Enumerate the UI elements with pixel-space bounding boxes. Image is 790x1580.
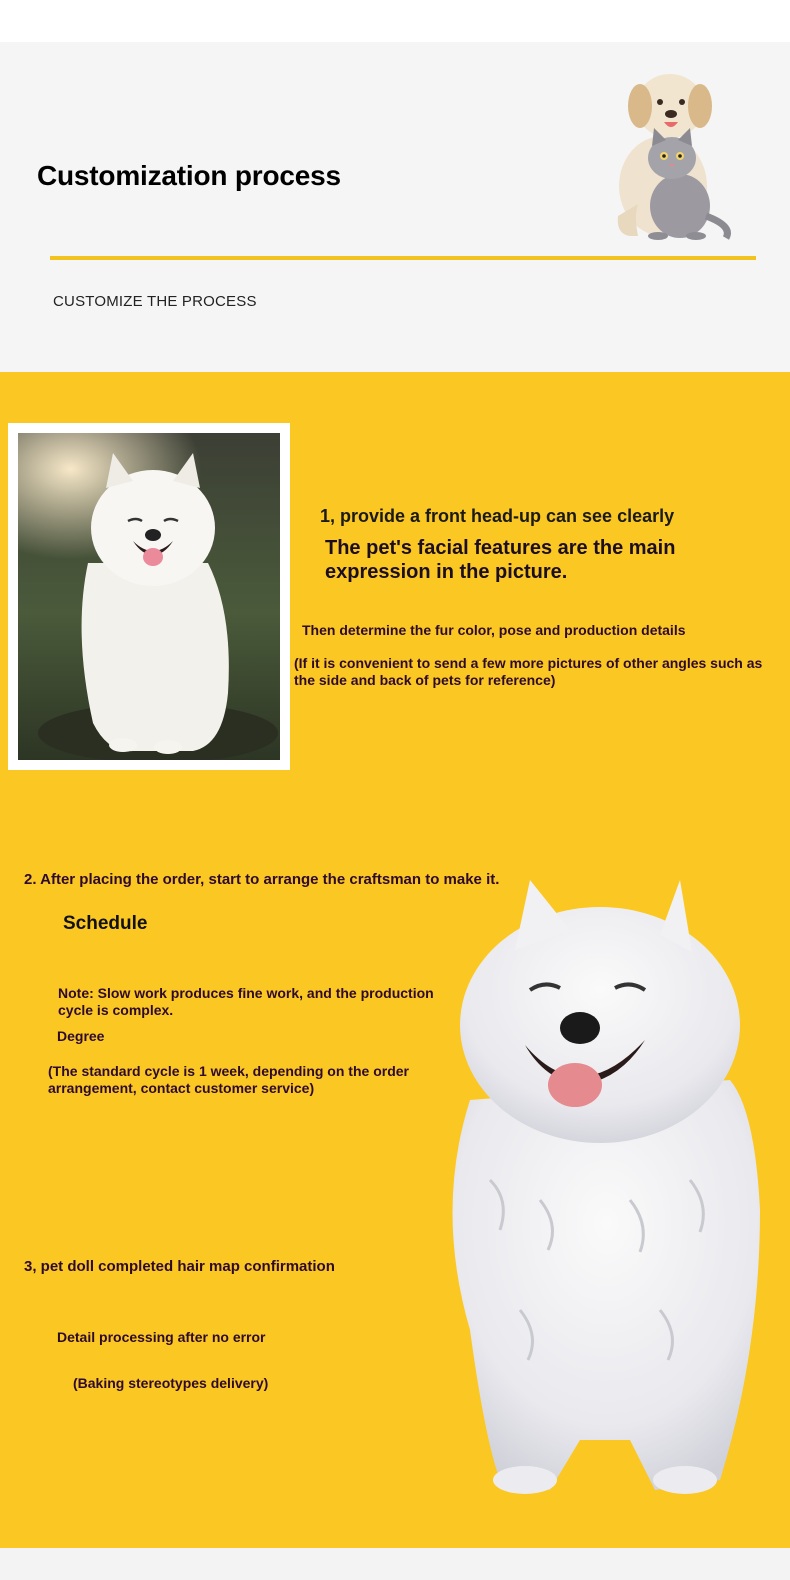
step3-baking: (Baking stereotypes delivery) [73,1375,269,1391]
step3-detail: Detail processing after no error [57,1329,266,1345]
step2-note: Note: Slow work produces fine work, and the production cycle is complex. [58,985,434,1018]
step2-degree: Degree [57,1028,105,1044]
step1-subtitle: The pet's facial features are the main expression in the picture. [325,537,676,583]
step2-title: 2. After placing the order, start to arrange the craftsman to make it. [24,871,500,888]
footer-strip [0,1548,790,1580]
reference-photo-frame [8,423,290,770]
dog-cat-illustration [608,66,738,242]
step2-schedule: Schedule [63,913,148,934]
step1-title: 1, provide a front head-up can see clearly [320,506,675,526]
page-title: Customization process [37,160,341,191]
samoyed-doll-figure [430,880,780,1500]
step1-detail: Then determine the fur color, pose and production details [302,622,686,638]
samoyed-photo [18,433,280,760]
step2-cycle: (The standard cycle is 1 week, depending on the order arrangement, contact customer service) [48,1063,409,1096]
title-divider [50,256,756,260]
step3-title: 3, pet doll completed hair map confirmation [24,1258,335,1275]
page-subtitle: CUSTOMIZE THE PROCESS [53,293,257,310]
step1-note: (If it is convenient to send a few more pictures of other angles such as the side and back of pets for reference) [294,655,763,688]
